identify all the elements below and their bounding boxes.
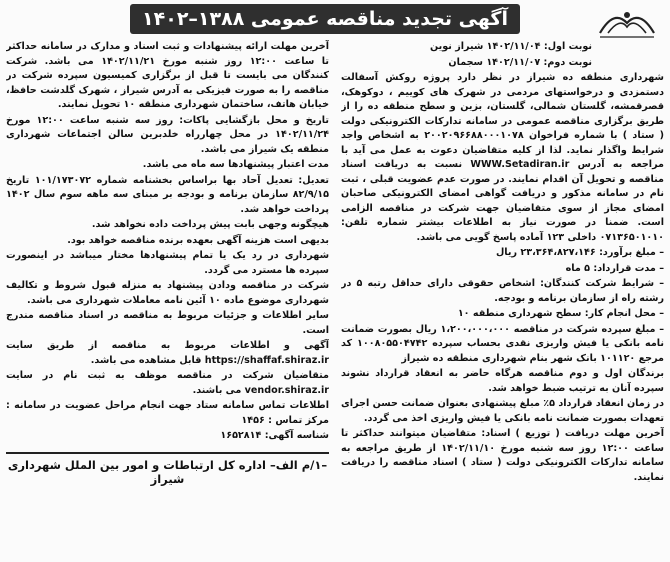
municipality-logo [592,2,662,44]
work-location: – محل انجام کار: سطح شهرداری منطقه ۱۰ [457,308,664,319]
ad-title: آگهی تجدید مناقصه عمومی ۱۳۸۸–۱۴۰۲ [142,8,508,30]
adjustment: تعدیل: تعدیل آحاد بها براساس بخشنامه شماره ۱۰۱/۱۷۳۰۷۲ تاریخ ۸۲/۹/۱۵ سازمان برنامه و بودجه بر مبنای سه ماهه سوم سال ۱۴۰۲ پرداخت خواهد شد. [6,174,329,215]
winners-rule: برندگان اول و دوم مناقصه هرگاه حاضر به انعقاد قرارداد نشوند سپرده آنان به ترتیب ضبط خواهد شد. [341,368,664,394]
right-column [341,40,664,558]
budget: – مبلغ برآورد: ۲۳،۳۶۴،۸۲۷،۱۴۶ ریال [495,247,664,258]
rights: شهرداری در رد یک یا تمام پیشنهادها مختار میباشد در اینصورت سپرده ها مسترد می گردد. [6,250,329,276]
receive-deadline: آخرین مهلت دریافت ( توزیع ) اسناد: متقاضیان میتوانند حداکثر تا ساعت ۱۲:۰۰ روز سه شنبه مورخ ۱۴۰۲/۱۱/۱۰ از طریق مراجعه به سامانه تدارکات الکترونیکی دولت ( ستاد ) اسناد مناقصه را دریافت نمایند. [341,428,664,483]
info-site-text-2: قابل مشاهده می باشد. [90,354,202,366]
guarantee: – مبلغ سپرده شرکت در مناقصه ۱،۲۰۰،۰۰۰،۰۰۰ ریال بصورت ضمانت نامه بانکی یا فیش واریزی نقدی بحساب سپرده ۱۰۰۸۰۵۵۰۴۷۴۲ کد مرجع ۱۰۱۱۲۰ بانک شهر بنام شهرداری منطقه ده شیراز [341,323,664,364]
setadiran-link[interactable]: WWW.Setadiran.ir [470,159,570,170]
opening-info: تاریخ و محل بازگشایی پاکات: روز سه شنبه ساعت ۱۲:۰۰ مورخ ۱۴۰۲/۱۱/۲۴ در محل چهارراه خلدبرین سالن اجتماعات شهرداری منطقه یک شیراز می باشد. [6,114,329,155]
municipality-logo-icon [594,3,660,43]
no-prepayment: هیچگونه وجهی بابت پیش پرداخت داده نخواهد شد. [91,219,329,230]
contract-guarantee: در زمان انعقاد قرارداد ۵٪ مبلغ پیشنهادی بعنوان ضمانت حسن اجرای تعهدات بصورت ضمانت نامه بانکی یا فیش واریزی اخذ می گردد. [341,398,664,424]
left-column [6,40,329,558]
submit-deadline: آخرین مهلت ارائه پیشنهادات و ثبت اسناد و مدارک در سامانه حداکثر تا ساعت ۱۲:۰۰ روز شنبه مورخ ۱۴۰۲/۱۱/۲۱ می باشد. شرکت کنندگان می بایست تا قبل از برگزاری کمیسیون سپرده شرکت در مناقصه را به صورت فیزیکی به آدرس شیراز ، شهرک گلدشت حافظ، خیابان هاتف، ساختمان شهرداری منطقه ۱۰ تحویل نمایند. [6,41,329,110]
vendor-text: متقاضیان شرکت در مناقصه موظف به ثبت نام در سایت [6,370,329,381]
date-first: نوبت اول: ۱۴۰۲/۱۱/۰۴ شیراز نوین [430,41,592,52]
ad-cost: بدیهی است هزینه آگهی بعهده برنده مناقصه خواهد بود. [67,234,329,246]
shaffaf-link[interactable]: https://shaffaf.shiraz.ir [204,354,329,366]
contact-info: اطلاعات تماس سامانه ستاد جهت انجام مراحل عضویت در سامانه : مرکز تماس : ۱۴۵۶ [6,400,329,426]
footer-credit: –۱/م الف– اداره کل ارتباطات و امور بین الملل شهرداری شیراز [6,452,329,487]
info-site-text: آگهی و اطلاعات مربوط به مناقصه از طریق سایت [6,340,329,351]
vendor-link[interactable]: vendor.shiraz.ir [244,384,329,396]
intro-text-2: نسبت به دریافت اسناد مناقصه و تحویل آن اقدام نمایند. در صورت عدم عضویت قبلی ، ثبت نام در سامانه مذکور و دریافت گواهی امضای الکترونیکی صاحبان امضای مجاز از سوی متقاضیان جهت شرکت در مناقصه الزامی است. ضمنا در صورت نیاز به اطلاعات بیشتر شماره تلفن: ۰۷۱۳۶۵۰۱۰۱۰ داخلی ۱۲۳ آماده پاسخ گویی می باشد. [341,159,664,243]
validity: مدت اعتبار پیشنهادها سه ماه می باشد. [142,159,329,170]
other-info: سایر اطلاعات و جزئیات مربوط به مناقصه در اسناد مناقصه مندرج است. [6,310,329,336]
vendor-text-2: می باشند. [192,384,242,396]
acceptance: شرکت در مناقصه ودادن پیشنهاد به منزله قبول شروط و تکالیف شهرداری موضوع ماده ۱۰ آئین نامه معاملات شهرداری می باشد. [6,280,329,306]
conditions: – شرایط شرکت کنندگان: اشخاص حقوقی دارای حداقل رتبه ۵ در رشته راه از سازمان برنامه و بودجه. [341,278,664,304]
date-second: نوبت دوم: ۱۴۰۲/۱۱/۰۷ سجمان [448,56,592,68]
ad-title-banner [130,4,520,34]
ad-number: شناسه آگهی: ۱۶۵۲۸۱۴ [220,430,329,441]
duration: – مدت قرارداد: ۵ ماه [565,262,664,274]
intro-text: شهرداری منطقه ده شیراز در نظر دارد پروژه روکش آسفالت دستمزدی و درخواستهای مردمی در شهرک های کوییم ، دوکوهک، قصرقمشه، گلستان شمالی، گلستان، بزین و سطح منطقه ده را از طریق برگزاری مناقصه عمومی در سامانه تدارکات الکترونیکی دولت ( ستاد ) با شماره فراخوان ۲۰۰۲۰۹۶۶۸۸۰۰۰۱۰۷۸ به اشخاص واجد شرایط واگذار نماید. لذا از کلیه متقاضیان دعوت به عمل می آید با مراجعه به آدرس [341,72,664,170]
